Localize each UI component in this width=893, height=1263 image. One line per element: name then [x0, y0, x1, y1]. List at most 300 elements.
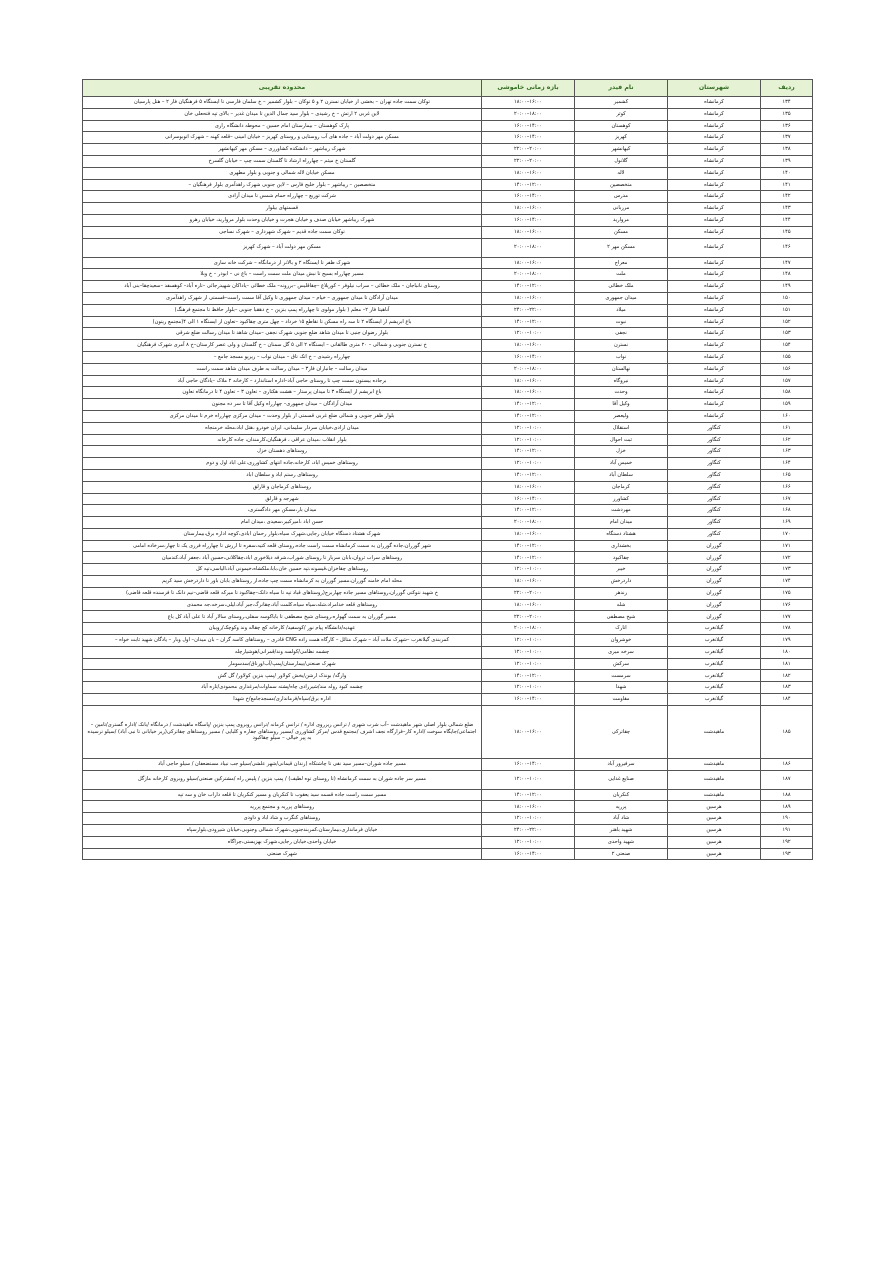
row-number-cell: ۱۴۳ — [761, 203, 813, 215]
row-number-cell: ۱۶۱ — [761, 422, 813, 434]
row-number-cell: ۱۵۶ — [761, 363, 813, 375]
feeder-cell: کیهانشهر — [575, 144, 668, 156]
time-range-cell: ۱۲:۰۰–۱۴:۰۰ — [482, 505, 575, 517]
area-cell: مسیر گوزران به سمت گهواره،روستای شیخ مصطفی تا باباکوسه سفلی،روستای سالار آباد تا علی آباد کل باغ — [83, 611, 482, 623]
table-row — [83, 167, 813, 179]
feeder-cell: نیروگاه — [575, 375, 668, 387]
row-number-cell: ۱۶۸ — [761, 505, 813, 517]
table-row — [83, 281, 813, 293]
table-row — [83, 848, 813, 860]
city-cell: ماهیدشت — [668, 770, 761, 789]
time-range-cell: ۱۲:۰۰–۱۴:۰۰ — [482, 399, 575, 411]
row-number-cell: ۱۳۷ — [761, 132, 813, 144]
row-number-cell: ۱۵۹ — [761, 399, 813, 411]
area-cell: شهرک صنعتی — [83, 848, 482, 860]
time-range-cell: ۱۶:۰۰–۱۸:۰۰ — [482, 203, 575, 215]
table-row — [83, 434, 813, 446]
table-row — [83, 458, 813, 470]
city-cell: کنگاور — [668, 422, 761, 434]
time-range-cell: ۱۸:۰۰–۲۰:۰۰ — [482, 269, 575, 281]
row-number-cell: ۱۶۹ — [761, 517, 813, 529]
feeder-cell: متخصصین — [575, 179, 668, 191]
feeder-cell: ملت — [575, 269, 668, 281]
time-range-cell: ۱۲:۰۰–۱۴:۰۰ — [482, 540, 575, 552]
row-number-cell: ۱۵۸ — [761, 387, 813, 399]
feeder-cell: سرمست — [575, 670, 668, 682]
city-cell: کرمانشاه — [668, 155, 761, 167]
area-cell: روستای نانباجان – ملک خطائی – سراب نیلوفر – کوریلاغ –چقاقلیس –برزونه– ملک خطائی –یاداکان شهیدرجائی –تازه آباد– کوهسفد –سعیدچقا–بنی آباد — [83, 281, 482, 293]
feeder-cell: مروارید — [575, 214, 668, 226]
area-cell: مسیر سر جاده شوران به سمت کرمانشاه (تا روستای توه لطیف) / پمپ بنزین / پلیس راه /مشترکین صنعتی/سیلو روبروی کارخانه ماژگل — [83, 770, 482, 789]
time-range-cell: ۱۰:۰۰–۱۲:۰۰ — [482, 836, 575, 848]
time-range-cell: ۱۲:۰۰–۱۴:۰۰ — [482, 281, 575, 293]
time-range-cell: ۲۰:۰۰–۲۲:۰۰ — [482, 587, 575, 599]
city-cell: کرمانشاه — [668, 328, 761, 340]
area-cell: روستاهای چقاخزان،قیسونه،تپه حسین خان،بابا،ملکشاه،خیمونی آباد،الیاسی،تپه کل — [83, 564, 482, 576]
area-cell: باغ ابریشم از ایستگاه ۲ تا سه راه مسکن تا تقاطع ۱۵ خرداد – چهل متری چقاکبود –تعاون از ایستگاه ۱ الی ۴(مجتمع زیتون) — [83, 316, 482, 328]
row-number-cell: ۱۶۵ — [761, 469, 813, 481]
row-number-cell: ۱۸۵ — [761, 705, 813, 758]
row-number-cell: ۱۷۴ — [761, 576, 813, 588]
table-row — [83, 801, 813, 813]
row-number-cell: ۱۶۶ — [761, 481, 813, 493]
table-row — [83, 399, 813, 411]
table-row — [83, 552, 813, 564]
time-range-cell: ۱۲:۰۰–۱۴:۰۰ — [482, 446, 575, 458]
time-range-cell: ۱۸:۰۰–۲۰:۰۰ — [482, 517, 575, 529]
table-row — [83, 97, 813, 109]
feeder-cell: مرزبانی — [575, 203, 668, 215]
area-cell: محله امام خامنه گوزران،مسیر گوزران به کرمانشاه سمت چپ جاده،از روستاهای بابان باور تا داردرخش سید کریم — [83, 576, 482, 588]
time-range-cell: ۱۰:۰۰–۱۲:۰۰ — [482, 422, 575, 434]
city-cell: گیلانغرب — [668, 694, 761, 706]
row-number-cell: ۱۸۰ — [761, 646, 813, 658]
row-number-cell: ۱۶۲ — [761, 434, 813, 446]
table-body — [83, 97, 813, 860]
city-cell: کرمانشاه — [668, 97, 761, 109]
time-range-cell: ۱۴:۰۰–۱۶:۰۰ — [482, 214, 575, 226]
city-cell: ماهیدشت — [668, 758, 761, 770]
header-time-range: بازه زمانی خاموشی — [482, 80, 575, 97]
feeder-cell: زندهر — [575, 587, 668, 599]
city-cell: گوزران — [668, 611, 761, 623]
time-range-cell: ۲۲:۰۰–۲۴:۰۰ — [482, 304, 575, 316]
header-feeder: نام فیدر — [575, 80, 668, 97]
time-range-cell: ۱۶:۰۰–۱۸:۰۰ — [482, 801, 575, 813]
table-row — [83, 770, 813, 789]
row-number-cell: ۱۹۰ — [761, 813, 813, 825]
area-cell: مسکن مهر دولت آباد – شهرک کهریز — [83, 238, 482, 257]
table-row — [83, 611, 813, 623]
row-number-cell: ۱۹۲ — [761, 836, 813, 848]
area-cell: چشمه نظامی/کولسه وند/قمرانی/هوشیارچله — [83, 646, 482, 658]
area-cell: خ شهید نتوکتی گوزران،روستاهای مسیر جاده چهاربرج(روستاهای قباد تپه تا سیاه دانک–چقاکبود تا میرکه قلعه قاضی–نیم دانک تا فرسنده قلعه قاضی) — [83, 587, 482, 599]
city-cell: کنگاور — [668, 469, 761, 481]
row-number-cell: ۱۷۳ — [761, 564, 813, 576]
area-cell: چشمه کبود روله مند/شیرزادی چاه/پشته سماوات/مرغداری محمودی/تازه آباد — [83, 682, 482, 694]
time-range-cell: ۱۰:۰۰–۱۲:۰۰ — [482, 434, 575, 446]
feeder-cell: کشاورز — [575, 493, 668, 505]
table-row — [83, 316, 813, 328]
city-cell: کنگاور — [668, 446, 761, 458]
row-number-cell: ۱۵۵ — [761, 351, 813, 363]
city-cell: کرمانشاه — [668, 316, 761, 328]
feeder-cell: نواب — [575, 351, 668, 363]
table-row — [83, 813, 813, 825]
row-number-cell: ۱۳۵ — [761, 108, 813, 120]
table-row — [83, 576, 813, 588]
area-cell: لاین غربی ۲ ارتش – خ رشیدی – بلوار سید جمال الدین تا میدان غدیر – بالای تپه فتحعلی خان — [83, 108, 482, 120]
city-cell: کرمانشاه — [668, 387, 761, 399]
time-range-cell: ۱۰:۰۰–۱۲:۰۰ — [482, 658, 575, 670]
feeder-cell: گلانول — [575, 155, 668, 167]
feeder-cell: سرفیروز آباد — [575, 758, 668, 770]
area-cell: برجاده بیستون سمت چپ تا روستای حاجی آباد–اداره استاندارد – کارخانه ۲ ملاک –یادگان حاجی آباد — [83, 375, 482, 387]
table-row — [83, 599, 813, 611]
time-range-cell: ۲۰:۰۰–۲۲:۰۰ — [482, 155, 575, 167]
row-number-cell: ۱۵۱ — [761, 304, 813, 316]
city-cell: کرمانشاه — [668, 410, 761, 422]
blackout-schedule-table — [82, 79, 813, 860]
area-cell: کمربندی گیلانغرب –شهرک ملات آباد – شهرک متائل – کارگاه همت زاده CNG قادری – روستاهای کاسه گران – بان میدان– اول وبار – یادگان شهید ثابت خواه – — [83, 635, 482, 647]
row-number-cell: ۱۵۳ — [761, 328, 813, 340]
row-number-cell: ۱۷۵ — [761, 587, 813, 599]
feeder-cell: کوثر — [575, 108, 668, 120]
table-row — [83, 505, 813, 517]
feeder-cell: مقاومت — [575, 694, 668, 706]
table-row — [83, 481, 813, 493]
table-row — [83, 292, 813, 304]
row-number-cell: ۱۸۸ — [761, 789, 813, 801]
time-range-cell: ۱۲:۰۰–۱۴:۰۰ — [482, 179, 575, 191]
area-cell: قسمتهای بیلوار — [83, 203, 482, 215]
time-range-cell: ۱۲:۰۰–۱۴:۰۰ — [482, 410, 575, 422]
table-row — [83, 517, 813, 529]
time-range-cell: ۱۸:۰۰–۲۰:۰۰ — [482, 108, 575, 120]
row-number-cell: ۱۶۷ — [761, 493, 813, 505]
row-number-cell: ۱۷۷ — [761, 611, 813, 623]
table-row — [83, 108, 813, 120]
row-number-cell: ۱۸۹ — [761, 801, 813, 813]
city-cell: کرمانشاه — [668, 226, 761, 238]
feeder-cell: وکیل آقا — [575, 399, 668, 411]
area-cell: شرکت توزیع – چهارراه حمام شمس تا میدان آزادی — [83, 191, 482, 203]
city-cell: گیلانغرب — [668, 658, 761, 670]
time-range-cell: ۱۲:۰۰–۱۴:۰۰ — [482, 670, 575, 682]
row-number-cell: ۱۸۷ — [761, 770, 813, 789]
table-row — [83, 363, 813, 375]
table-row — [83, 375, 813, 387]
table-row — [83, 179, 813, 191]
city-cell: کرمانشاه — [668, 363, 761, 375]
area-cell: آناهیتا فاز ۲– معلم ( بلوار مولوی تا چهارراه پمپ بنزین – خ دهقبا جنوبی –بلوار حافظ تا مجتمع فرهنگ) — [83, 304, 482, 316]
feeder-cell: مهردشت — [575, 505, 668, 517]
time-range-cell: ۱۸:۰۰–۲۰:۰۰ — [482, 623, 575, 635]
table-row — [83, 328, 813, 340]
table-row — [83, 446, 813, 458]
city-cell: هرسین — [668, 825, 761, 837]
row-number-cell: ۱۵۰ — [761, 292, 813, 304]
row-number-cell: ۱۹۳ — [761, 848, 813, 860]
city-cell: گوزران — [668, 564, 761, 576]
feeder-cell: نجفی — [575, 328, 668, 340]
row-number-cell: ۱۵۴ — [761, 340, 813, 352]
area-cell: بلوار ظفر جنوبی و شمالی ضلع غربی قسمتی از بلوار وحدت – میدان مرکزی چهارراه خرم تا میدان مرکزی — [83, 410, 482, 422]
area-cell: میدان رسالت – جانبازان فاز۳ – میدان رسالت به طرف میدان شاهد سمت راست — [83, 363, 482, 375]
city-cell: کرمانشاه — [668, 132, 761, 144]
row-number-cell: ۱۳۶ — [761, 120, 813, 132]
city-cell: کرمانشاه — [668, 238, 761, 257]
feeder-cell: اتارک — [575, 623, 668, 635]
feeder-cell: ملک خطائی — [575, 281, 668, 293]
time-range-cell: ۲۲:۰۰–۲۴:۰۰ — [482, 825, 575, 837]
city-cell: کنگاور — [668, 505, 761, 517]
row-number-cell: ۱۴۱ — [761, 179, 813, 191]
feeder-cell: شهدا — [575, 682, 668, 694]
city-cell: کرمانشاه — [668, 191, 761, 203]
table-row — [83, 836, 813, 848]
feeder-cell: کهریز — [575, 132, 668, 144]
time-range-cell: ۱۸:۰۰–۲۰:۰۰ — [482, 363, 575, 375]
row-number-cell: ۱۴۲ — [761, 191, 813, 203]
table-row — [83, 269, 813, 281]
table-row — [83, 635, 813, 647]
feeder-cell: شهید واحدی — [575, 836, 668, 848]
row-number-cell: ۱۷۱ — [761, 540, 813, 552]
area-cell: شهرک ظفر تا ایستگاه ۲ و بالاتر از درمانگاه – شرکت خانه سازی — [83, 257, 482, 269]
time-range-cell: ۱۲:۰۰–۱۴:۰۰ — [482, 552, 575, 564]
feeder-cell: مسکن مهر ۲ — [575, 238, 668, 257]
area-cell: روستاهای کنگرب و شاد اباد و داودی — [83, 813, 482, 825]
time-range-cell: ۱۶:۰۰–۱۸:۰۰ — [482, 528, 575, 540]
time-range-cell: ۱۰:۰۰–۱۲:۰۰ — [482, 682, 575, 694]
row-number-cell: ۱۸۱ — [761, 658, 813, 670]
city-cell: کنگاور — [668, 517, 761, 529]
feeder-cell: خیبر — [575, 564, 668, 576]
city-cell: ماهیدشت — [668, 705, 761, 758]
area-cell: توکان سمت جاده تهران – بخشی از خیابان نسترن ۲ و ۵ توکان – بلوار کشمیر – خ سلمان فارسی تا ایستگاه ۵ فرهنگیان فاز ۲ – هتل پارسیان — [83, 97, 482, 109]
city-cell: کرمانشاه — [668, 167, 761, 179]
table-row — [83, 144, 813, 156]
area-cell: چهارراه رشیدی – خ اتک تاق – میدان نواب – زیرپو مسجد جامع – — [83, 351, 482, 363]
city-cell: کرمانشاه — [668, 108, 761, 120]
area-cell: میدان آزادگان تا میدان جمهوری – خیام – میدان جمهوری تا وکیل آقا سمت راست–قسمتی از شهرک زاهدآمری — [83, 292, 482, 304]
row-number-cell: ۱۷۸ — [761, 623, 813, 635]
row-number-cell: ۱۶۰ — [761, 410, 813, 422]
feeder-cell: کنکریان — [575, 789, 668, 801]
time-range-cell: ۱۲:۰۰–۱۴:۰۰ — [482, 469, 575, 481]
table-row — [83, 705, 813, 758]
row-number-cell: ۱۴۸ — [761, 269, 813, 281]
row-number-cell: ۱۷۰ — [761, 528, 813, 540]
time-range-cell: ۲۰:۰۰–۲۲:۰۰ — [482, 144, 575, 156]
feeder-cell: شاد آباد — [575, 813, 668, 825]
city-cell: هرسین — [668, 801, 761, 813]
feeder-cell: هشتاد دستگاه — [575, 528, 668, 540]
row-number-cell: ۱۷۶ — [761, 599, 813, 611]
header-row — [83, 80, 813, 97]
table-row — [83, 789, 813, 801]
area-cell: روستاهای کرماجان و قارلق — [83, 481, 482, 493]
time-range-cell: ۱۸:۰۰–۲۰:۰۰ — [482, 238, 575, 257]
area-cell: روستاهای دهستان خزل — [83, 446, 482, 458]
feeder-cell: خزل — [575, 446, 668, 458]
time-range-cell: ۱۴:۰۰–۱۶:۰۰ — [482, 120, 575, 132]
row-number-cell: ۱۸۶ — [761, 758, 813, 770]
time-range-cell: ۱۴:۰۰–۱۶:۰۰ — [482, 758, 575, 770]
city-cell: کرمانشاه — [668, 144, 761, 156]
feeder-cell: پرریه — [575, 801, 668, 813]
time-range-cell: ۱۲:۰۰–۱۴:۰۰ — [482, 316, 575, 328]
area-cell: روستاهای خمیس اباد، کارخانه،جاده انتهای کشاورزی،علی اباد اول و دوم — [83, 458, 482, 470]
area-cell: باغ ابریشم از ایستگاه ۳ تا میدان پرستار – هشت هکتاری – تعاون ۳ – تعاون ۴ تا درمانگاه تعاون — [83, 387, 482, 399]
time-range-cell: ۱۴:۰۰–۱۶:۰۰ — [482, 848, 575, 860]
table-row — [83, 758, 813, 770]
area-cell: گلستان خ میثم – چهارراه ارشاد تا گلستان سمت چپ – خیابان گلسرخ — [83, 155, 482, 167]
row-number-cell: ۱۴۴ — [761, 214, 813, 226]
table-row — [83, 670, 813, 682]
table-row — [83, 340, 813, 352]
table-row — [83, 214, 813, 226]
area-cell: میدان ازادی،خیابان سردار سلیمانی، ایران خودرو ،هتل اباد،محله خرمنجاه — [83, 422, 482, 434]
area-cell: مسکن خیابان لاله شمالی و جنوبی و بلوار مطهری — [83, 167, 482, 179]
city-cell: گیلانغرب — [668, 670, 761, 682]
table-row — [83, 238, 813, 257]
time-range-cell: ۱۶:۰۰–۱۸:۰۰ — [482, 599, 575, 611]
feeder-cell: میدان جمهوری — [575, 292, 668, 304]
area-cell: شهرک هشتاد دستگاه خیابان رجایی،شهرک سیاه،بلوار رحمان ابادی،کوچه اداره برق،بیمارستان — [83, 528, 482, 540]
feeder-cell: مسکن — [575, 226, 668, 238]
row-number-cell: ۱۴۵ — [761, 226, 813, 238]
feeder-cell: ثبت احوال — [575, 434, 668, 446]
table-row — [83, 120, 813, 132]
row-number-cell: ۱۳۹ — [761, 155, 813, 167]
table-row — [83, 564, 813, 576]
table-row — [83, 528, 813, 540]
time-range-cell: ۱۶:۰۰–۱۸:۰۰ — [482, 340, 575, 352]
area-cell: متخصصین – زیباشهر – بلوار خلیج فارس – لاین جنوبی شهرک زاهدآمری بلوار فرهنگیان – — [83, 179, 482, 191]
city-cell: کرمانشاه — [668, 257, 761, 269]
city-cell: گیلانغرب — [668, 635, 761, 647]
table-row — [83, 623, 813, 635]
feeder-cell: سرکش — [575, 658, 668, 670]
row-number-cell: ۱۳۸ — [761, 144, 813, 156]
area-cell: شهرجه و قارلق — [83, 493, 482, 505]
feeder-cell: خمیس آباد — [575, 458, 668, 470]
feeder-cell: چقاترکی — [575, 705, 668, 758]
row-number-cell: ۱۴۷ — [761, 257, 813, 269]
area-cell: مسیر جاده شوران–مسیر سید نقی تا چاشتکاه (زندان قیمانی/شهر علشی/سیلو جب نبیاد مستضعفان / سیلو حاجی آباد — [83, 758, 482, 770]
area-cell: خ نسترن جنوبی و شمالی – ۲۰ متری طالقانی – ایستگاه ۲ الی ۵ گل سمنان – خ گلستان و ولی عصر کارستان–خ ۸ آمری شهرک فرهنگیان — [83, 340, 482, 352]
feeder-cell: سرخه میری — [575, 646, 668, 658]
time-range-cell: ۱۴:۰۰–۱۶:۰۰ — [482, 493, 575, 505]
feeder-cell: سلطان آباد — [575, 469, 668, 481]
area-cell: مسیر سمت راست جاده قسمه سید یعقوب تا کنکریان و مسیر کنکریان تا قلعه داراب خان و سه تپه — [83, 789, 482, 801]
feeder-cell: کرماجان — [575, 481, 668, 493]
table-row — [83, 646, 813, 658]
row-number-cell: ۱۴۹ — [761, 281, 813, 293]
area-cell: روستاهای سراب ثروان،بابان سرباز تا روستای شوراب،شرفه دیلاخوری اباد،چقاکلانی،حسین آباد ،جعفر آباد،کندمیان — [83, 552, 482, 564]
city-cell: کنگاور — [668, 528, 761, 540]
area-cell: شهرک زیباشهر – دانشکده کشاورزی – مسکن مهر کیهانشهر — [83, 144, 482, 156]
time-range-cell: ۱۶:۰۰–۱۸:۰۰ — [482, 705, 575, 758]
row-number-cell: ۱۴۶ — [761, 238, 813, 257]
table-row — [83, 257, 813, 269]
table-row — [83, 682, 813, 694]
city-cell: کنگاور — [668, 434, 761, 446]
area-cell: شهرک زیباشهر خیابان صدف و خیابان هجرت و خیابان وحدت بلوار مروارید، خیابان زهرو — [83, 214, 482, 226]
city-cell: گوزران — [668, 540, 761, 552]
city-cell: کنگاور — [668, 481, 761, 493]
header-city: شهرستان — [668, 80, 761, 97]
city-cell: گوزران — [668, 587, 761, 599]
feeder-cell: خوشروان — [575, 635, 668, 647]
feeder-cell: مدرس — [575, 191, 668, 203]
time-range-cell: ۱۴:۰۰–۱۶:۰۰ — [482, 694, 575, 706]
feeder-cell: بخشداری — [575, 540, 668, 552]
table-row — [83, 825, 813, 837]
table-row — [83, 694, 813, 706]
feeder-cell: میلاد — [575, 304, 668, 316]
city-cell: گوزران — [668, 576, 761, 588]
feeder-cell: شله — [575, 599, 668, 611]
city-cell: کرمانشاه — [668, 351, 761, 363]
city-cell: کرمانشاه — [668, 214, 761, 226]
feeder-cell: معراج — [575, 257, 668, 269]
time-range-cell: ۱۰:۰۰–۱۲:۰۰ — [482, 813, 575, 825]
area-cell: مسکن مهر دولت آباد – جاده های آب روستایی و روستای کهریز – خیابان امینی –قلعه کهنه – شهرک اتوبوسرانی — [83, 132, 482, 144]
time-range-cell: ۱۴:۰۰–۱۶:۰۰ — [482, 351, 575, 363]
time-range-cell: ۱۶:۰۰–۱۸:۰۰ — [482, 375, 575, 387]
area-cell: روستاهای رستم اباد و سلطان اباد — [83, 469, 482, 481]
city-cell: ماهیدشت — [668, 789, 761, 801]
feeder-cell: لاله — [575, 167, 668, 179]
time-range-cell: ۱۴:۰۰–۱۶:۰۰ — [482, 191, 575, 203]
table-row — [83, 191, 813, 203]
feeder-cell: صنعتی ۲ — [575, 848, 668, 860]
feeder-cell: داردرخش — [575, 576, 668, 588]
feeder-cell: استقلال — [575, 422, 668, 434]
area-cell: بلوار رضوان جنبی تا میدان شاهد ضلع جنوبی شهرک نجفی –میدان شاهد تا میدان رسالت ضلع شرقی — [83, 328, 482, 340]
time-range-cell: ۱۰:۰۰–۱۲:۰۰ — [482, 646, 575, 658]
row-number-cell: ۱۵۷ — [761, 375, 813, 387]
table-row — [83, 422, 813, 434]
feeder-cell: کوهستان — [575, 120, 668, 132]
row-number-cell: ۱۸۴ — [761, 694, 813, 706]
area-cell: روستاهای پرریه و مجتمع پرریه — [83, 801, 482, 813]
area-cell: میدان آزادگان – میدان جمهوری– چهارراه وکیل آقا تا سر ده مجنون — [83, 399, 482, 411]
area-cell: وازگه/ بوندک ارشن/بخش کولاور /پمپ بنزین کولاور/ گل گش — [83, 670, 482, 682]
city-cell: هرسین — [668, 848, 761, 860]
city-cell: گیلانغرب — [668, 682, 761, 694]
time-range-cell: ۱۶:۰۰–۱۸:۰۰ — [482, 167, 575, 179]
table-row — [83, 203, 813, 215]
area-cell: شهر گوزران،جاده گوزران به سمت کرمانشاه سمت راست جاده،روستای قلعه کتیه،سفره تا ارزش تا چهارراه فرزی یک تا چهار،سرخاده امامی — [83, 540, 482, 552]
city-cell: کرمانشاه — [668, 375, 761, 387]
city-cell: کرمانشاه — [668, 179, 761, 191]
feeder-cell: نهالستان — [575, 363, 668, 375]
time-range-cell: ۱۴:۰۰–۱۶:۰۰ — [482, 132, 575, 144]
city-cell: کرمانشاه — [668, 120, 761, 132]
row-number-cell: ۱۴۰ — [761, 167, 813, 179]
time-range-cell: ۱۶:۰۰–۱۸:۰۰ — [482, 481, 575, 493]
city-cell: هرسین — [668, 836, 761, 848]
table-row — [83, 226, 813, 238]
feeder-cell: صنایع غذایی — [575, 770, 668, 789]
time-range-cell: ۱۶:۰۰–۱۸:۰۰ — [482, 576, 575, 588]
row-number-cell: ۱۷۲ — [761, 552, 813, 564]
area-cell: حسن اباد ،امیرکبیر،سعیدی ،میدان امام — [83, 517, 482, 529]
